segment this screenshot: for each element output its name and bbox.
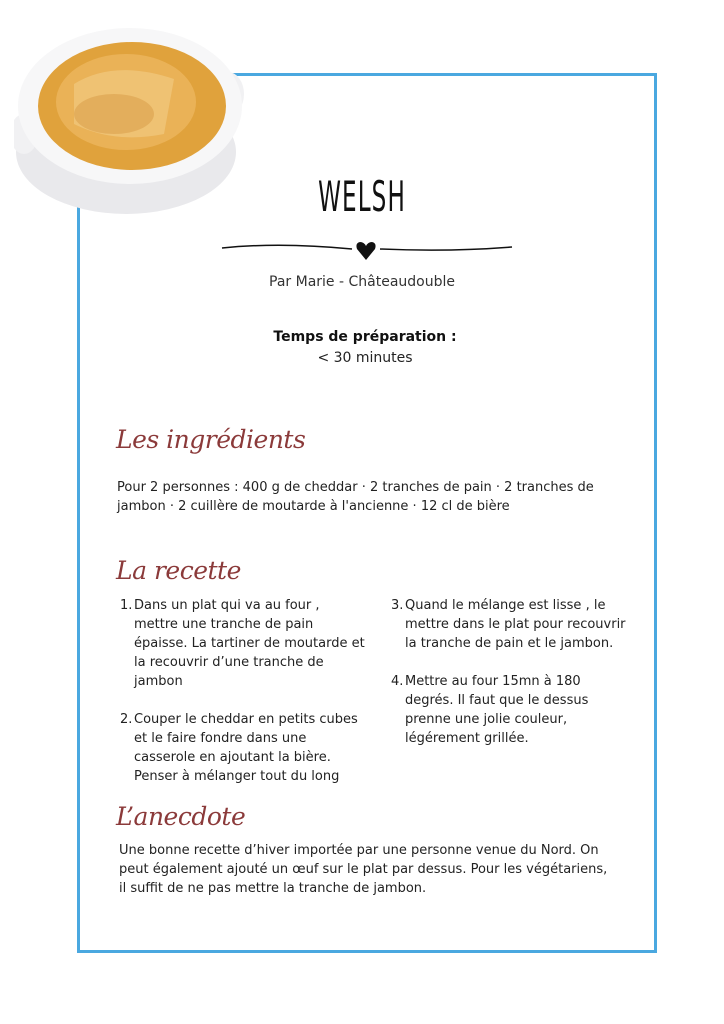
recipe-step — [391, 672, 631, 748]
step-text: Dans un plat qui va au four , mettre une tranche de pain épaisse. La tartiner de moutarde et la recouvrir d’une tranche de jambon — [134, 598, 365, 689]
prep-time-value: < 30 minutes — [317, 350, 413, 366]
author-line: Par Marie - Châteaudouble — [269, 274, 455, 290]
step-number: 1. — [120, 598, 133, 613]
ingredients-heading: Les ingrédients — [116, 425, 306, 454]
welsh-dish-photo — [14, 24, 246, 219]
step-text: Quand le mélange est lisse , le mettre dans le plat pour recouvrir la tranche de pain et le jambon. — [405, 598, 626, 651]
recipe-step — [120, 710, 365, 786]
recipe-step — [391, 596, 631, 653]
step-text: Couper le cheddar en petits cubes et le faire fondre dans une casserole en ajoutant la bière. Penser à mélanger tout du long — [134, 712, 358, 784]
anecdote-text: Une bonne recette d’hiver importée par une personne venue du Nord. On peut également ajouté un œuf sur le plat par dessus. Pour les végétariens, il suffit de ne pas mettre la tranche de jambon. — [119, 843, 608, 896]
anecdote-heading: L’anecdote — [116, 802, 246, 831]
heart-icon — [356, 242, 375, 260]
steps-right-column — [391, 596, 631, 767]
ingredients-text: Pour 2 personnes : 400 g de cheddar · 2 tranches de pain · 2 tranches de jambon · 2 cuillère de moutarde à l'ancienne · 12 cl de bière — [117, 480, 594, 514]
step-text: Mettre au four 15mn à 180 degrés. Il faut que le dessus prenne une jolie couleur, légérement grillée. — [405, 674, 589, 746]
steps-left-column — [120, 596, 365, 805]
heart-divider — [220, 236, 514, 264]
step-number: 4. — [391, 674, 404, 689]
recipe-step — [120, 596, 365, 691]
step-number: 2. — [120, 712, 133, 727]
step-number: 3. — [391, 598, 404, 613]
recipe-heading: La recette — [116, 556, 241, 585]
recipe-title: WELSH — [318, 172, 406, 221]
prep-time-label: Temps de préparation : — [273, 329, 457, 345]
